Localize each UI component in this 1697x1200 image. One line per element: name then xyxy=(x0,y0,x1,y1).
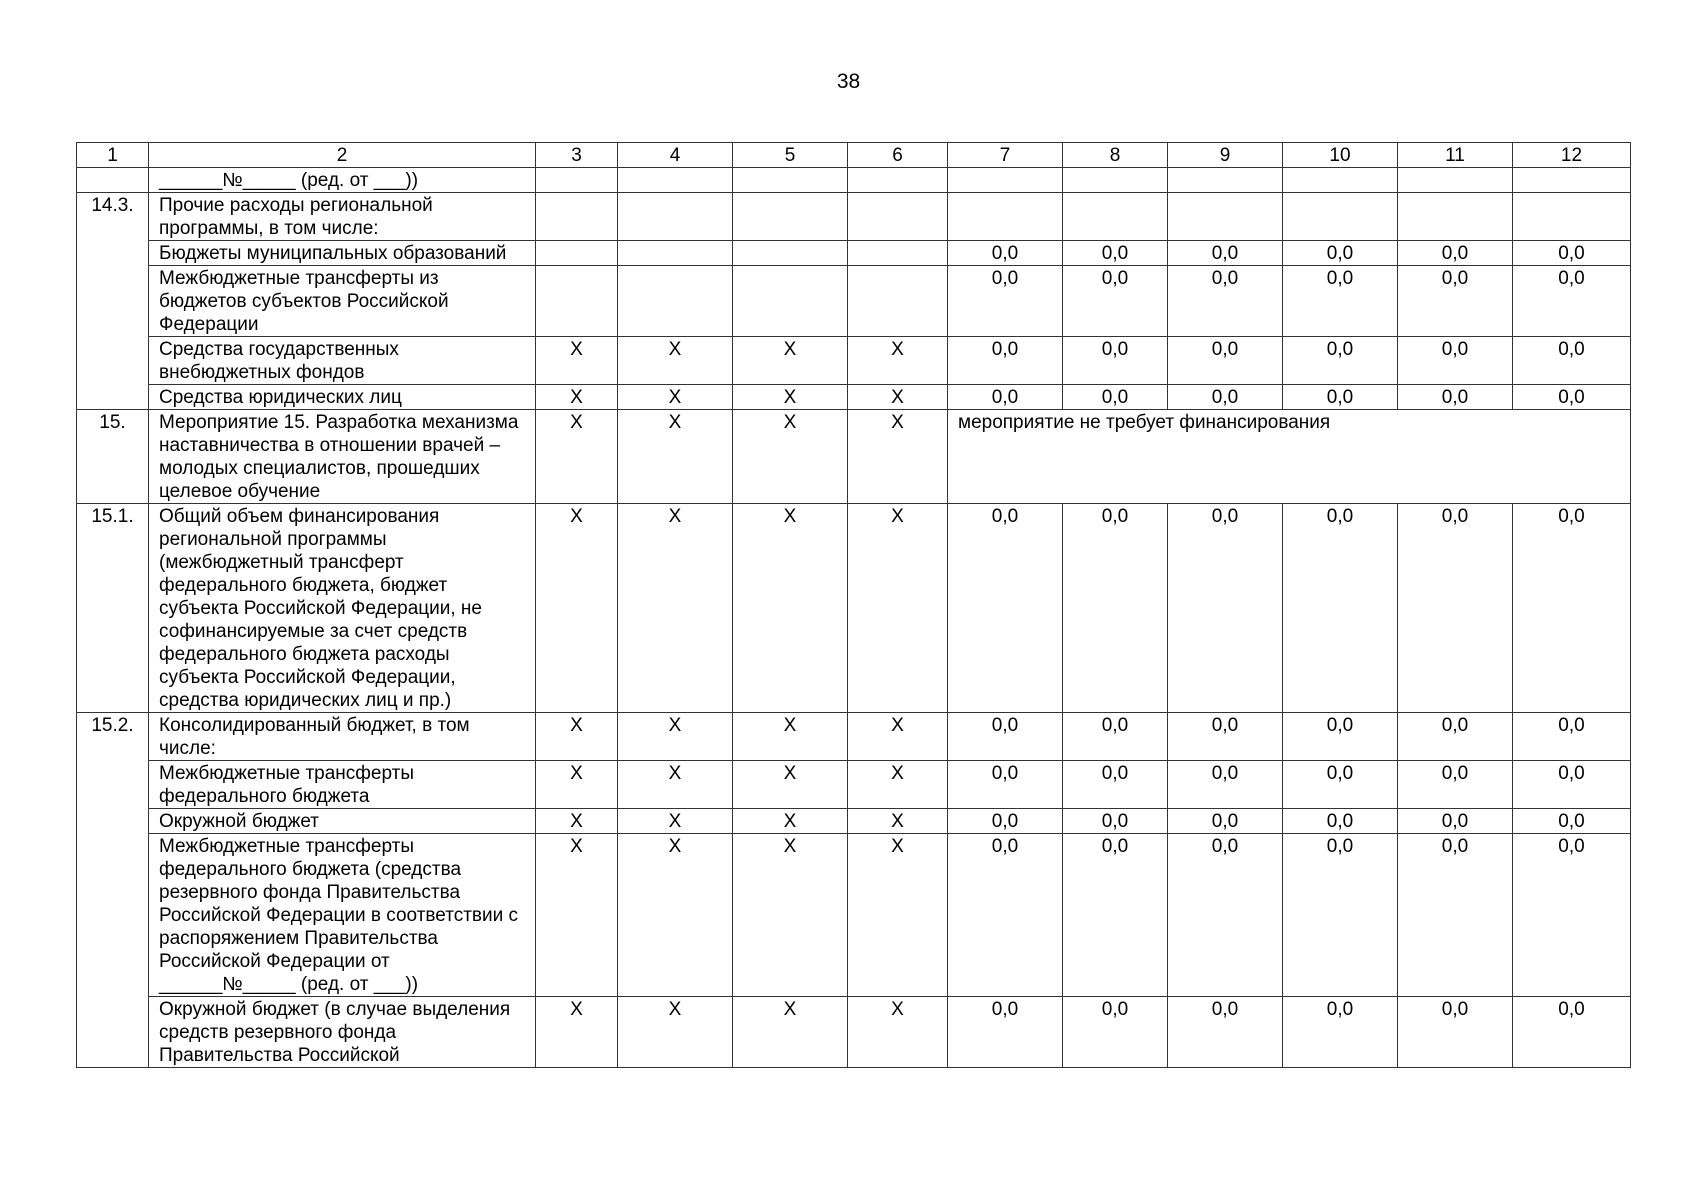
page-number: 38 xyxy=(836,70,861,93)
value-cell: 0,0 xyxy=(1063,241,1168,266)
value-cell: 0,0 xyxy=(948,337,1063,385)
value-cell: 0,0 xyxy=(1398,266,1513,337)
value-cell xyxy=(618,241,733,266)
value-cell: 0,0 xyxy=(1283,713,1398,761)
financing-table xyxy=(76,142,1631,1068)
value-cell xyxy=(733,168,848,193)
row-name: Окружной бюджет (в случае выделения средств резервного фонда Правительства Российской xyxy=(149,997,536,1068)
value-cell: 0,0 xyxy=(1168,713,1283,761)
table-row xyxy=(77,266,1631,337)
value-cell: X xyxy=(848,761,948,809)
value-cell: 0,0 xyxy=(1168,834,1283,997)
row-name: Бюджеты муниципальных образований xyxy=(149,241,536,266)
value-cell: X xyxy=(618,410,733,504)
value-cell: 0,0 xyxy=(1398,385,1513,410)
value-cell xyxy=(1063,168,1168,193)
row-number: 15. xyxy=(77,410,149,504)
value-cell: 0,0 xyxy=(1063,809,1168,834)
value-cell: 0,0 xyxy=(1398,761,1513,809)
value-cell: X xyxy=(536,713,618,761)
value-cell xyxy=(848,193,948,241)
value-cell: X xyxy=(618,337,733,385)
value-cell: 0,0 xyxy=(1513,809,1631,834)
value-cell: X xyxy=(618,761,733,809)
value-cell: 0,0 xyxy=(1398,504,1513,713)
value-cell xyxy=(536,241,618,266)
value-cell: 0,0 xyxy=(1513,241,1631,266)
row-name: Прочие расходы региональной программы, в том числе: xyxy=(149,193,536,241)
table-row xyxy=(77,504,1631,713)
header-cell: 3 xyxy=(536,143,618,168)
value-cell: X xyxy=(848,504,948,713)
value-cell xyxy=(848,266,948,337)
value-cell: 0,0 xyxy=(1283,997,1398,1068)
value-cell: 0,0 xyxy=(948,241,1063,266)
header-cell: 12 xyxy=(1513,143,1631,168)
value-cell xyxy=(1283,193,1398,241)
value-cell: X xyxy=(618,834,733,997)
row-name: Мероприятие 15. Разработка механизма наставничества в отношении врачей – молодых специалистов, прошедших целевое обучение xyxy=(149,410,536,504)
row-name: Межбюджетные трансферты из бюджетов субъектов Российской Федерации xyxy=(149,266,536,337)
value-cell: 0,0 xyxy=(948,266,1063,337)
header-cell: 2 xyxy=(149,143,536,168)
value-cell xyxy=(1513,168,1631,193)
table-row xyxy=(77,168,1631,193)
header-cell: 6 xyxy=(848,143,948,168)
value-cell: 0,0 xyxy=(1168,337,1283,385)
value-cell: X xyxy=(848,385,948,410)
value-cell: 0,0 xyxy=(948,809,1063,834)
value-cell xyxy=(848,241,948,266)
value-cell xyxy=(1513,193,1631,241)
value-cell: 0,0 xyxy=(1513,266,1631,337)
table-row xyxy=(77,385,1631,410)
value-cell: 0,0 xyxy=(1398,809,1513,834)
value-cell: X xyxy=(733,410,848,504)
value-cell: 0,0 xyxy=(1063,385,1168,410)
value-cell xyxy=(948,168,1063,193)
value-cell: 0,0 xyxy=(1398,337,1513,385)
table-row xyxy=(77,410,1631,504)
value-cell: 0,0 xyxy=(1063,337,1168,385)
value-cell: 0,0 xyxy=(1513,337,1631,385)
value-cell: 0,0 xyxy=(1283,504,1398,713)
value-cell: 0,0 xyxy=(1063,504,1168,713)
value-cell: X xyxy=(536,809,618,834)
value-cell: 0,0 xyxy=(1398,834,1513,997)
value-cell: X xyxy=(733,761,848,809)
table-row xyxy=(77,241,1631,266)
table-row xyxy=(77,809,1631,834)
table-row xyxy=(77,337,1631,385)
table-row xyxy=(77,834,1631,997)
value-cell: X xyxy=(733,997,848,1068)
row-number xyxy=(77,168,149,193)
value-cell: 0,0 xyxy=(948,997,1063,1068)
header-cell: 9 xyxy=(1168,143,1283,168)
value-cell xyxy=(1063,193,1168,241)
value-cell: 0,0 xyxy=(1063,834,1168,997)
value-cell xyxy=(733,241,848,266)
value-cell: 0,0 xyxy=(948,385,1063,410)
value-cell: 0,0 xyxy=(1513,385,1631,410)
row-name: Межбюджетные трансферты федерального бюджета (средства резервного фонда Правительства Российской Федерации в соответствии с распоряжением Правительства Российской Федерации от ______№_____ (ред. от ___)) xyxy=(149,834,536,997)
value-cell: X xyxy=(536,337,618,385)
value-cell: X xyxy=(618,385,733,410)
row-name: Средства юридических лиц xyxy=(149,385,536,410)
header-cell: 8 xyxy=(1063,143,1168,168)
value-cell: 0,0 xyxy=(1168,241,1283,266)
value-cell: X xyxy=(536,834,618,997)
value-cell: 0,0 xyxy=(948,761,1063,809)
table-row xyxy=(77,713,1631,761)
value-cell: 0,0 xyxy=(1398,713,1513,761)
header-cell: 4 xyxy=(618,143,733,168)
header-cell: 1 xyxy=(77,143,149,168)
value-cell xyxy=(1398,168,1513,193)
value-cell: 0,0 xyxy=(1063,997,1168,1068)
value-cell: X xyxy=(733,834,848,997)
row-name: Окружной бюджет xyxy=(149,809,536,834)
value-cell: 0,0 xyxy=(948,834,1063,997)
value-cell: X xyxy=(536,761,618,809)
value-cell: 0,0 xyxy=(1513,713,1631,761)
row-number: 15.1. xyxy=(77,504,149,713)
value-cell: 0,0 xyxy=(948,713,1063,761)
value-cell xyxy=(618,266,733,337)
value-cell xyxy=(536,266,618,337)
value-cell xyxy=(948,193,1063,241)
value-cell: 0,0 xyxy=(1513,761,1631,809)
table-row xyxy=(77,761,1631,809)
value-cell: 0,0 xyxy=(1398,241,1513,266)
value-cell: 0,0 xyxy=(1168,385,1283,410)
value-cell xyxy=(733,266,848,337)
value-cell xyxy=(618,168,733,193)
table-row xyxy=(77,997,1631,1068)
value-cell xyxy=(618,193,733,241)
header-cell: 5 xyxy=(733,143,848,168)
value-cell: X xyxy=(848,337,948,385)
value-cell xyxy=(848,168,948,193)
value-cell: X xyxy=(618,713,733,761)
value-cell: X xyxy=(536,410,618,504)
value-cell: X xyxy=(536,997,618,1068)
value-cell: X xyxy=(536,504,618,713)
value-cell: 0,0 xyxy=(1283,385,1398,410)
value-cell: 0,0 xyxy=(1168,997,1283,1068)
value-cell xyxy=(1283,168,1398,193)
value-cell: 0,0 xyxy=(1283,337,1398,385)
table-row xyxy=(77,193,1631,241)
header-cell: 11 xyxy=(1398,143,1513,168)
value-cell: 0,0 xyxy=(1398,997,1513,1068)
value-cell: 0,0 xyxy=(1283,761,1398,809)
value-cell: 0,0 xyxy=(1283,809,1398,834)
value-cell: 0,0 xyxy=(1168,761,1283,809)
value-cell: 0,0 xyxy=(948,504,1063,713)
value-cell xyxy=(1168,168,1283,193)
table-body xyxy=(77,143,1631,1068)
value-cell xyxy=(1398,193,1513,241)
header-row xyxy=(77,143,1631,168)
row-name: Общий объем финансирования региональной программы (межбюджетный трансферт федерального бюджета, бюджет субъекта Российской Федерации, не софинансируемые за счет средств федерального бюджета расходы субъекта Российской Федерации, средства юридических лиц и пр.) xyxy=(149,504,536,713)
value-cell: X xyxy=(536,385,618,410)
value-cell: 0,0 xyxy=(1168,504,1283,713)
value-cell: X xyxy=(618,504,733,713)
value-cell: X xyxy=(848,713,948,761)
header-cell: 7 xyxy=(948,143,1063,168)
row-name: Средства государственных внебюджетных фондов xyxy=(149,337,536,385)
value-cell: 0,0 xyxy=(1168,266,1283,337)
value-cell xyxy=(1168,193,1283,241)
row-name: ______№_____ (ред. от ___)) xyxy=(149,168,536,193)
header-cell: 10 xyxy=(1283,143,1398,168)
value-cell: 0,0 xyxy=(1283,834,1398,997)
row-number: 14.3. xyxy=(77,193,149,410)
value-cell: X xyxy=(618,809,733,834)
merged-note-cell: мероприятие не требует финансирования xyxy=(948,410,1631,504)
value-cell: 0,0 xyxy=(1513,504,1631,713)
value-cell: 0,0 xyxy=(1063,761,1168,809)
value-cell: 0,0 xyxy=(1513,834,1631,997)
value-cell: 0,0 xyxy=(1283,241,1398,266)
value-cell xyxy=(536,168,618,193)
value-cell: X xyxy=(848,410,948,504)
value-cell: X xyxy=(733,809,848,834)
value-cell: 0,0 xyxy=(1063,266,1168,337)
value-cell: X xyxy=(733,504,848,713)
value-cell: 0,0 xyxy=(1063,713,1168,761)
value-cell: X xyxy=(848,997,948,1068)
value-cell xyxy=(536,193,618,241)
row-name: Консолидированный бюджет, в том числе: xyxy=(149,713,536,761)
value-cell: 0,0 xyxy=(1513,997,1631,1068)
row-name: Межбюджетные трансферты федерального бюджета xyxy=(149,761,536,809)
value-cell: 0,0 xyxy=(1168,809,1283,834)
value-cell: X xyxy=(733,385,848,410)
row-number: 15.2. xyxy=(77,713,149,1068)
value-cell xyxy=(733,193,848,241)
value-cell: X xyxy=(618,997,733,1068)
value-cell: 0,0 xyxy=(1283,266,1398,337)
value-cell: X xyxy=(848,809,948,834)
value-cell: X xyxy=(848,834,948,997)
value-cell: X xyxy=(733,713,848,761)
value-cell: X xyxy=(733,337,848,385)
